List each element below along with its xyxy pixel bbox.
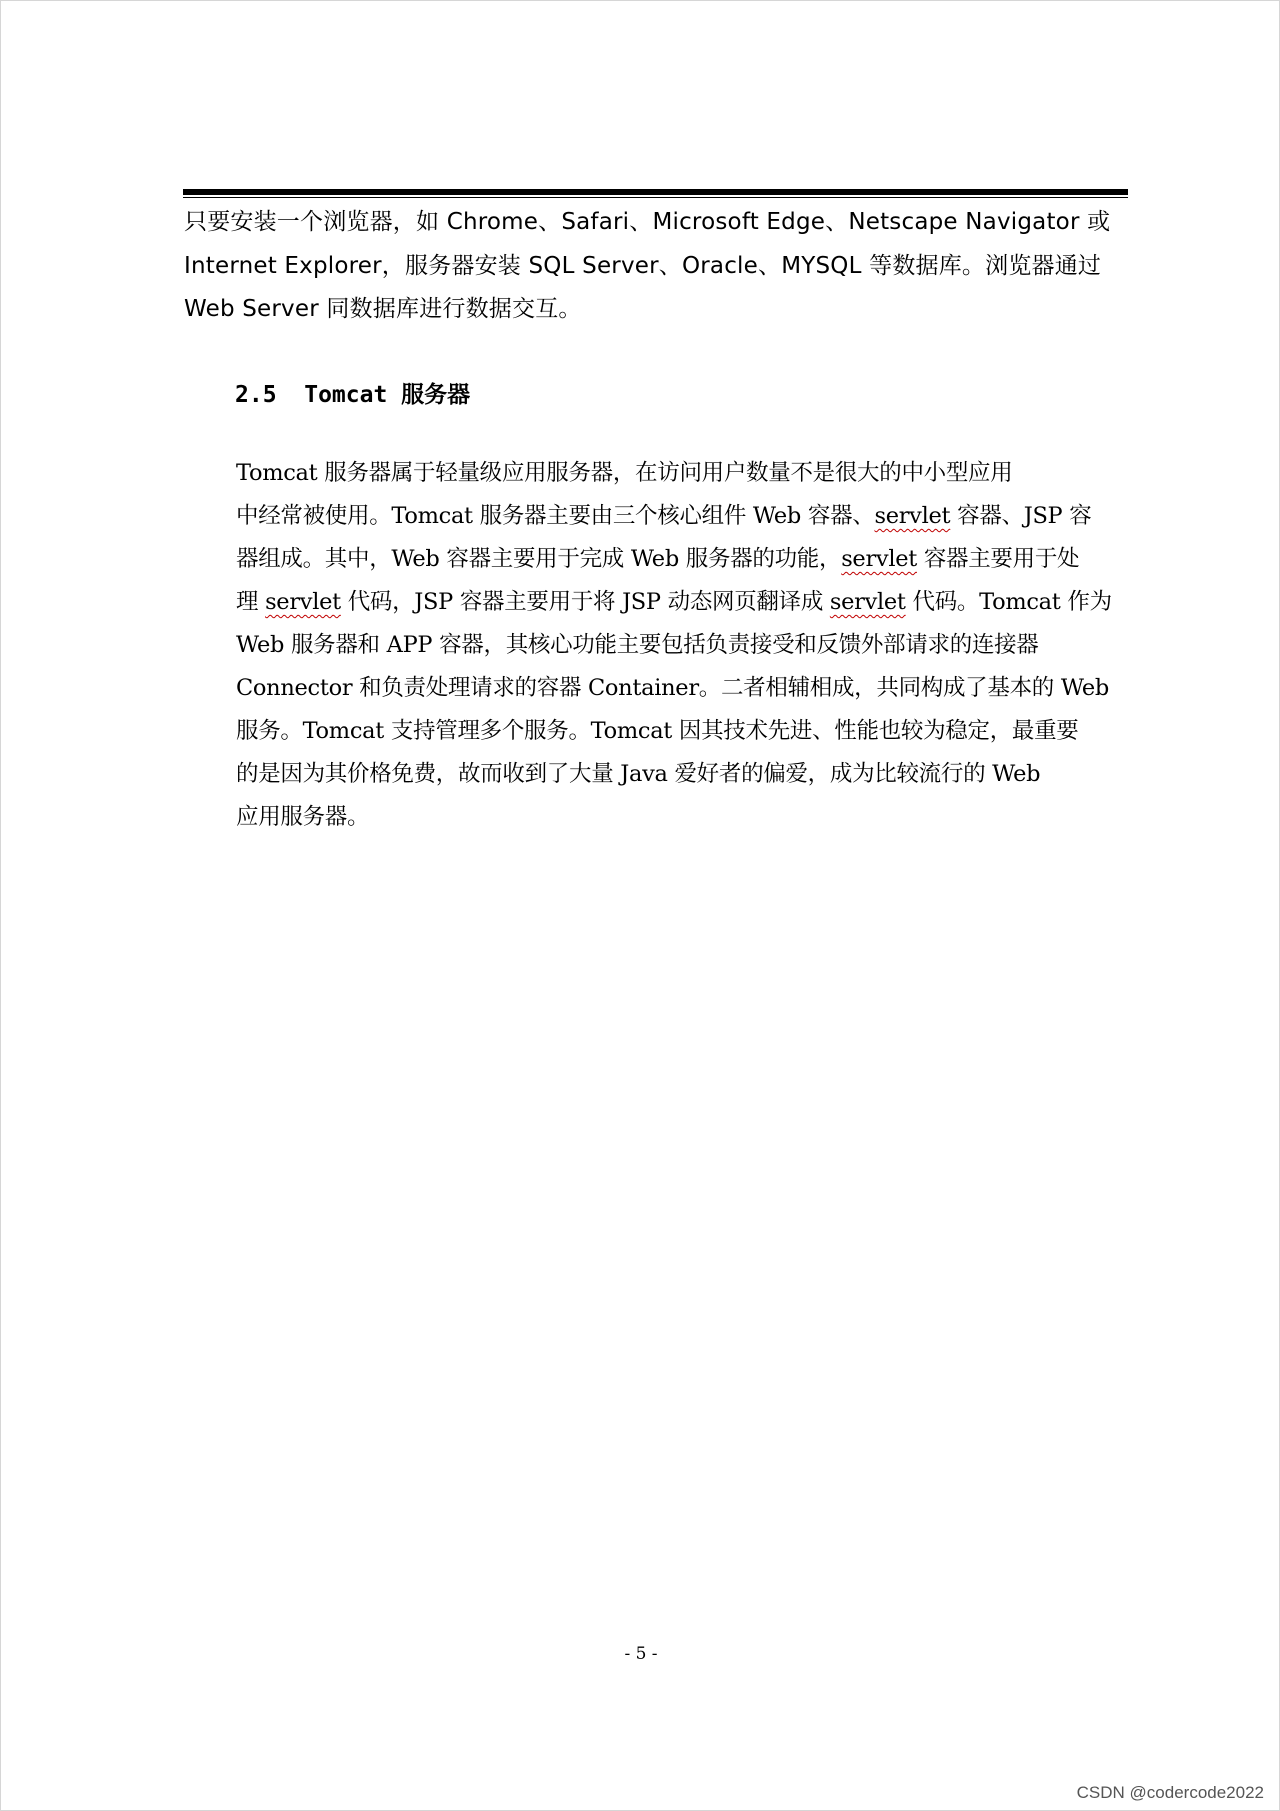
body-text: 代码，JSP 容器主要用于将 JSP 动态网页翻译成 — [340, 589, 830, 615]
body-text: 应用服务器。 — [236, 804, 370, 830]
spellcheck-word: servlet — [265, 589, 341, 615]
body-text: 理 — [236, 589, 266, 615]
page-number: - 5 - — [624, 1644, 658, 1664]
body-line — [184, 495, 1114, 538]
body-text: 器组成。其中，Web 容器主要用于完成 Web 服务器的功能， — [236, 546, 842, 572]
body-line — [184, 452, 1114, 495]
body-text: 容器主要用于处 — [916, 546, 1080, 572]
intro-line: Internet Explorer，服务器安装 SQL Server、Oracle、MYSQL 等数据库。浏览器通过 — [184, 252, 1102, 279]
body-line — [184, 796, 1114, 839]
body-line — [184, 710, 1114, 753]
tomcat-paragraph — [184, 452, 1114, 839]
intro-paragraph — [184, 201, 1114, 332]
spellcheck-word: servlet — [874, 503, 951, 529]
body-text: 代码。Tomcat 作为 — [905, 589, 1112, 615]
body-text: 的是因为其价格免费，故而收到了大量 Java 爱好者的偏爱，成为比较流行的 Web — [236, 761, 1041, 787]
spellcheck-word: servlet — [829, 589, 906, 615]
intro-line: 只要安装一个浏览器，如 Chrome、Safari、Microsoft Edge、Netscape Navigator 或 — [184, 209, 1111, 235]
body-line — [184, 624, 1114, 667]
body-line — [184, 538, 1114, 581]
intro-line: Web Server 同数据库进行数据交互。 — [184, 296, 582, 322]
body-text: 中经常被使用。Tomcat 服务器主要由三个核心组件 Web 容器、 — [236, 503, 875, 529]
body-text: Tomcat 服务器属于轻量级应用服务器，在访问用户数量不是很大的中小型应用 — [236, 460, 1013, 486]
body-text: Web 服务器和 APP 容器，其核心功能主要包括负责接受和反馈外部请求的连接器 — [236, 632, 1039, 658]
body-text: 容器、JSP 容 — [950, 503, 1092, 529]
body-text: Connector 和负责处理请求的容器 Container。二者相辅相成，共同构成了基本的 Web — [236, 675, 1109, 701]
body-line — [184, 667, 1114, 710]
body-text: 服务。Tomcat 支持管理多个服务。Tomcat 因其技术先进、性能也较为稳定，最重要 — [236, 718, 1079, 744]
body-line — [184, 581, 1114, 624]
header-rule — [183, 189, 1128, 195]
header-rule-thin — [183, 197, 1128, 198]
spellcheck-word: servlet — [841, 546, 917, 572]
watermark: CSDN @codercode2022 — [1076, 1783, 1264, 1802]
body-line — [184, 753, 1114, 796]
section-heading: 2.5 Tomcat 服务器 — [235, 382, 471, 408]
